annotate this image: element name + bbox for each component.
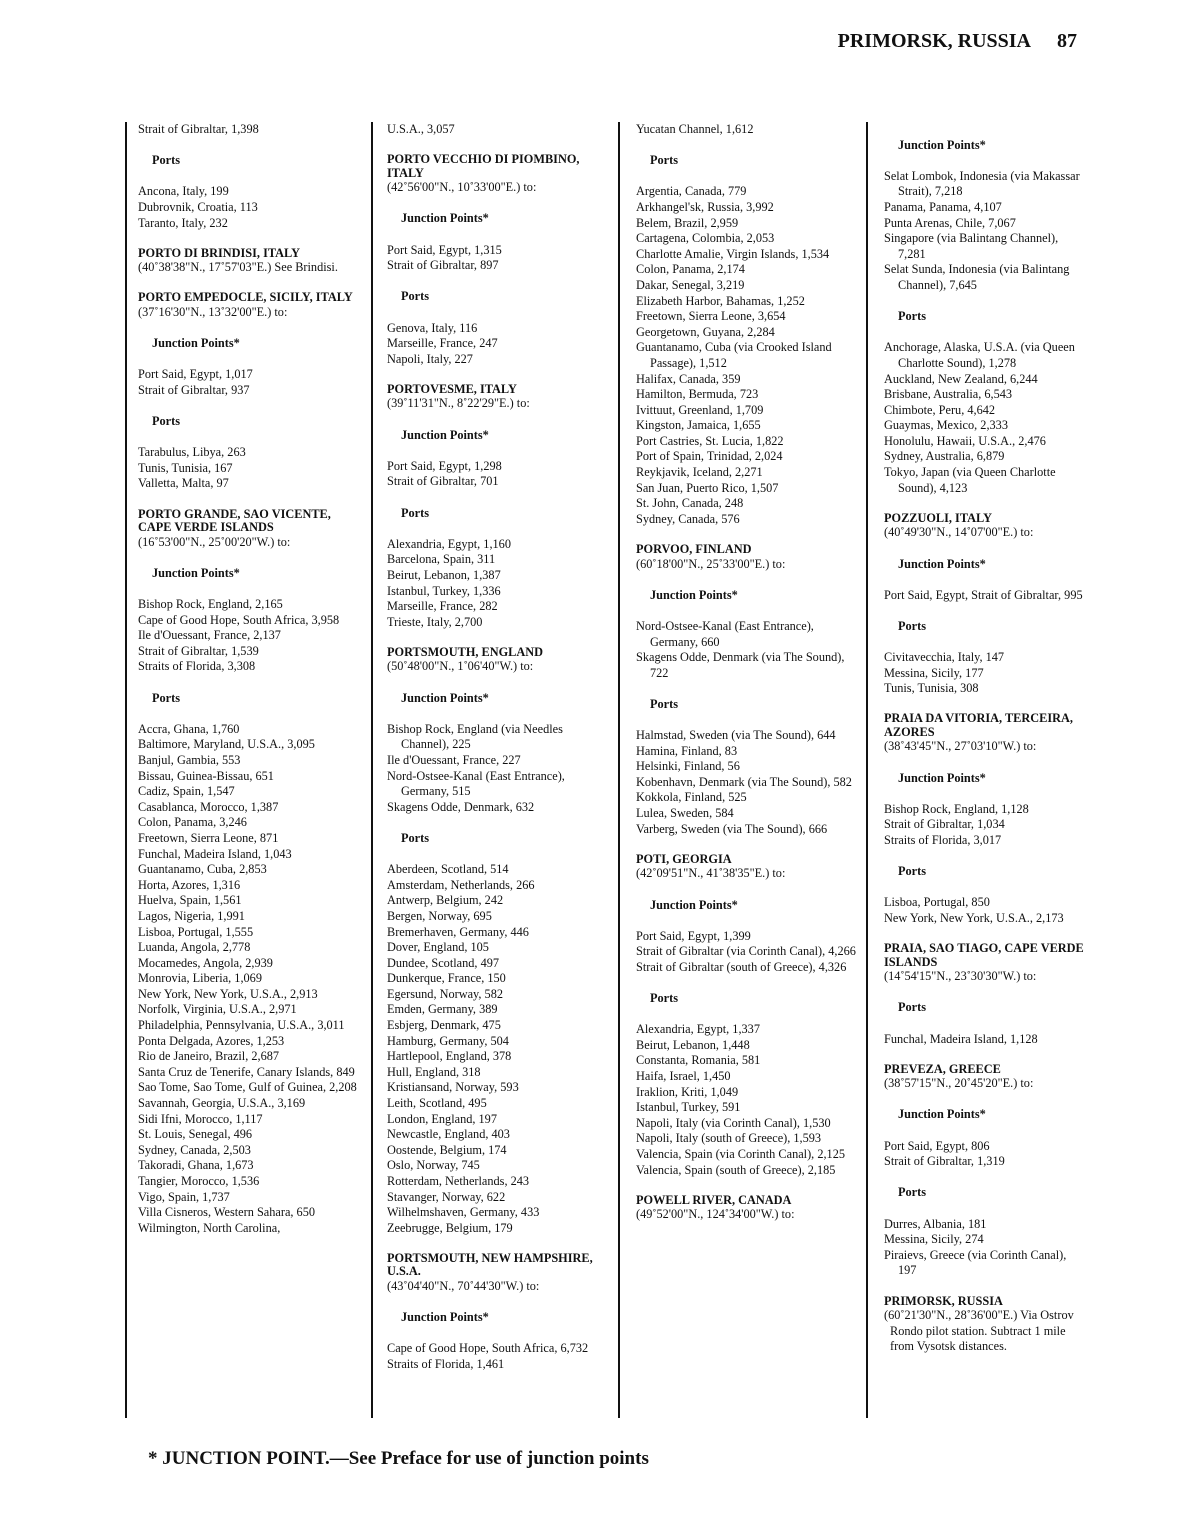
distance-entry: Skagens Odde, Denmark (via The Sound), 722 <box>636 650 845 680</box>
distance-entry: Auckland, New Zealand, 6,244 <box>884 371 1038 386</box>
distance-entry: Reykjavik, Iceland, 2,271 <box>636 465 763 480</box>
distance-entry: Ile d'Ouessant, France, 2,137 <box>138 628 281 643</box>
distance-entry: Port Said, Egypt, 1,017 <box>138 367 253 382</box>
distance-entry: Emden, Germany, 389 <box>387 1002 498 1017</box>
column-rule-4 <box>866 122 868 1418</box>
coordinates: (40˚49'30"N., 14˚07'00"E.) to: <box>884 525 1034 540</box>
distance-entry: San Juan, Puerto Rico, 1,507 <box>636 480 779 495</box>
spacer <box>884 122 1084 138</box>
spacer <box>387 847 609 863</box>
distance-entry: Lagos, Nigeria, 1,991 <box>138 908 245 923</box>
column-rule-1 <box>125 122 127 1418</box>
port-heading: PORTSMOUTH, ENGLAND <box>387 644 544 659</box>
spacer <box>387 138 609 154</box>
distance-entry: Accra, Ghana, 1,760 <box>138 721 240 736</box>
distance-entry: Takoradi, Ghana, 1,673 <box>138 1158 254 1173</box>
distance-entry: Bishop Rock, England (via Needles Channel), 225 <box>387 721 563 752</box>
distance-entry: Colon, Panama, 3,246 <box>138 815 247 830</box>
distance-entry: Yucatan Channel, 1,612 <box>636 122 754 136</box>
spacer <box>387 1295 609 1311</box>
spacer <box>884 153 1084 169</box>
distance-entry: Egersund, Norway, 582 <box>387 986 503 1001</box>
distance-entry: Port of Spain, Trinidad, 2,024 <box>636 449 783 464</box>
distance-entry: Esbjerg, Denmark, 475 <box>387 1018 501 1033</box>
column-4 <box>884 122 1084 1355</box>
distance-entry: Bergen, Norway, 695 <box>387 908 492 923</box>
spacer <box>387 521 609 537</box>
distance-entry: Newcastle, England, 403 <box>387 1127 510 1142</box>
distance-entry: Kokkola, Finland, 525 <box>636 790 747 805</box>
spacer <box>884 1279 1084 1295</box>
distance-entry: Arkhangel'sk, Russia, 3,992 <box>636 199 774 214</box>
subheading: Junction Points* <box>401 690 489 705</box>
distance-entry: Honolulu, Hawaii, U.S.A., 2,476 <box>884 433 1046 448</box>
distance-entry: Guantanamo, Cuba (via Crooked Island Passage), 1,512 <box>636 340 832 370</box>
distance-entry: Skagens Odde, Denmark, 632 <box>387 799 535 814</box>
distance-entry: Oslo, Norway, 745 <box>387 1158 480 1173</box>
port-heading: PORTOVESME, ITALY <box>387 381 517 396</box>
distance-entry: Beirut, Lebanon, 1,387 <box>387 567 501 582</box>
page-number: 87 <box>1057 30 1077 52</box>
distance-entry: Dakar, Senegal, 3,219 <box>636 277 745 292</box>
port-heading: PORTO EMPEDOCLE, SICILY, ITALY <box>138 290 353 305</box>
distance-entry: Barcelona, Spain, 311 <box>387 552 496 567</box>
spacer <box>636 837 860 853</box>
distance-entry: Alexandria, Egypt, 1,160 <box>387 536 511 551</box>
spacer <box>387 815 609 831</box>
distance-entry: St. Louis, Senegal, 496 <box>138 1127 253 1142</box>
distance-entry: Norfolk, Virginia, U.S.A., 2,971 <box>138 1002 297 1017</box>
distance-entry: Belem, Brazil, 2,959 <box>636 215 739 230</box>
distance-entry: Dover, England, 105 <box>387 940 489 955</box>
spacer <box>884 985 1084 1001</box>
subheading: Ports <box>401 505 429 520</box>
distance-entry: Marseille, France, 282 <box>387 599 498 614</box>
distance-entry: Cartagena, Colombia, 2,053 <box>636 231 775 246</box>
subheading: Ports <box>650 696 678 711</box>
distance-entry: Valencia, Spain (south of Greece), 2,185 <box>636 1162 836 1177</box>
port-heading: PORTSMOUTH, NEW HAMPSHIRE, U.S.A. <box>387 1250 593 1279</box>
distance-entry: Strait of Gibraltar, 1,034 <box>884 817 1005 832</box>
subheading: Ports <box>898 1000 926 1015</box>
distance-entry: Straits of Florida, 3,017 <box>884 833 1002 848</box>
distance-entry: Ile d'Ouessant, France, 227 <box>387 752 521 767</box>
distance-entry: Ancona, Italy, 199 <box>138 184 229 199</box>
distance-entry: Istanbul, Turkey, 1,336 <box>387 583 501 598</box>
spacer <box>138 321 360 337</box>
spacer <box>387 675 609 691</box>
distance-entry: Oostende, Belgium, 174 <box>387 1142 507 1157</box>
page-title: PRIMORSK, RUSSIA <box>837 30 1031 52</box>
distance-entry: Genova, Italy, 116 <box>387 320 478 335</box>
distance-entry: Leith, Scotland, 495 <box>387 1096 487 1111</box>
distance-entry: Banjul, Gambia, 553 <box>138 752 241 767</box>
distance-entry: Savannah, Georgia, U.S.A., 3,169 <box>138 1096 306 1111</box>
spacer <box>387 443 609 459</box>
distance-entry: Iraklion, Kriti, 1,049 <box>636 1084 739 1099</box>
port-heading: PRIMORSK, RUSSIA <box>884 1293 1003 1308</box>
spacer <box>636 913 860 929</box>
distance-entry: Georgetown, Guyana, 2,284 <box>636 324 775 339</box>
distance-entry: Halmstad, Sweden (via The Sound), 644 <box>636 728 836 743</box>
spacer <box>387 706 609 722</box>
distance-entry: Sao Tome, Sao Tome, Gulf of Guinea, 2,208 <box>138 1080 357 1095</box>
spacer <box>884 927 1084 943</box>
distance-entry: Elizabeth Harbor, Bahamas, 1,252 <box>636 293 805 308</box>
coordinates: (42˚56'00"N., 10˚33'00"E.) to: <box>387 180 537 195</box>
distance-entry: Guantanamo, Cuba, 2,853 <box>138 862 267 877</box>
spacer <box>636 572 860 588</box>
distance-entry: Strait of Gibraltar, 1,539 <box>138 643 259 658</box>
distance-entry: Tangier, Morocco, 1,536 <box>138 1174 260 1188</box>
distance-entry: Kristiansand, Norway, 593 <box>387 1080 519 1095</box>
distance-entry: Bishop Rock, England, 2,165 <box>138 597 283 612</box>
spacer <box>387 1326 609 1342</box>
subheading: Junction Points* <box>898 1107 986 1122</box>
distance-entry: Philadelphia, Pennsylvania, U.S.A., 3,011 <box>138 1018 345 1033</box>
distance-entry: Port Said, Egypt, 1,399 <box>636 928 751 943</box>
spacer <box>138 581 360 597</box>
footnote: * JUNCTION POINT.—See Preface for use of junction points <box>148 1448 649 1469</box>
subheading: Junction Points* <box>401 211 489 226</box>
subheading: Junction Points* <box>898 137 986 152</box>
distance-entry: St. John, Canada, 248 <box>636 496 744 511</box>
distance-entry: Brisbane, Australia, 6,543 <box>884 387 1013 402</box>
coordinates: (49˚52'00"N., 124˚34'00"W.) to: <box>636 1207 795 1222</box>
port-heading: POWELL RIVER, CANADA <box>636 1192 792 1207</box>
column-rule-2 <box>371 122 373 1418</box>
spacer <box>884 1047 1084 1063</box>
distance-entry: Messina, Sicily, 177 <box>884 665 984 680</box>
distance-entry: Rio de Janeiro, Brazil, 2,687 <box>138 1049 280 1064</box>
spacer <box>884 496 1084 512</box>
distance-entry: Strait of Gibraltar, 701 <box>387 474 499 489</box>
distance-entry: Colon, Panama, 2,174 <box>636 262 745 277</box>
port-heading: PREVEZA, GREECE <box>884 1061 1001 1076</box>
distance-entry: Wilmington, North Carolina, <box>138 1220 281 1235</box>
distance-entry: Tarabulus, Libya, 263 <box>138 445 246 460</box>
distance-entry: Lulea, Sweden, 584 <box>636 806 734 821</box>
coordinates: (16˚53'00"N., 25˚00'20"W.) to: <box>138 534 291 549</box>
subheading: Ports <box>152 414 180 429</box>
distance-entry: New York, New York, U.S.A., 2,173 <box>884 911 1064 925</box>
spacer <box>387 412 609 428</box>
subheading: Junction Points* <box>401 1310 489 1325</box>
distance-entry: Singapore (via Balintang Channel), 7,281 <box>884 231 1059 261</box>
distance-entry: Zeebrugge, Belgium, 179 <box>387 1220 513 1235</box>
spacer <box>636 712 860 728</box>
distance-entry: Vigo, Spain, 1,737 <box>138 1189 230 1204</box>
coordinates: (37˚16'30"N., 13˚32'00"E.) to: <box>138 304 288 319</box>
port-heading: PORTO GRANDE, SAO VICENTE, CAPE VERDE ISLANDS <box>138 506 331 535</box>
distance-entry: Piraievs, Greece (via Corinth Canal), 197 <box>884 1247 1067 1278</box>
spacer <box>387 490 609 506</box>
distance-entry: Bishop Rock, England, 1,128 <box>884 801 1029 816</box>
coordinates: (43˚04'40"N., 70˚44'30"W.) to: <box>387 1278 540 1293</box>
port-heading: POTI, GEORGIA <box>636 851 732 866</box>
subheading: Junction Points* <box>898 556 986 571</box>
distance-entry: Valencia, Spain (via Corinth Canal), 2,125 <box>636 1147 845 1161</box>
distance-entry: Constanta, Romania, 581 <box>636 1053 761 1068</box>
spacer <box>138 430 360 446</box>
distance-entry: Panama, Panama, 4,107 <box>884 199 1002 214</box>
distance-entry: Charlotte Amalie, Virgin Islands, 1,534 <box>636 246 830 261</box>
distance-entry: Hamilton, Bermuda, 723 <box>636 387 759 402</box>
distance-entry: Casablanca, Morocco, 1,387 <box>138 799 279 814</box>
distance-entry: Lisboa, Portugal, 1,555 <box>138 924 254 939</box>
distance-entry: Tokyo, Japan (via Queen Charlotte Sound), 4,123 <box>884 465 1056 495</box>
coordinates: (40˚38'38"N., 17˚57'03"E.) See Brindisi. <box>138 260 338 275</box>
coordinates: (38˚43'45"N., 27˚03'10"W.) to: <box>884 739 1037 754</box>
subheading: Junction Points* <box>898 770 986 785</box>
spacer <box>884 697 1084 713</box>
coordinates: (50˚48'00"N., 1˚06'40"W.) to: <box>387 659 534 674</box>
distance-entry: Huelva, Spain, 1,561 <box>138 893 242 908</box>
distance-entry: Hartlepool, England, 378 <box>387 1049 512 1064</box>
distance-entry: Alexandria, Egypt, 1,337 <box>636 1022 760 1037</box>
spacer <box>138 399 360 415</box>
distance-entry: Durres, Albania, 181 <box>884 1216 987 1231</box>
distance-entry: Kobenhavn, Denmark (via The Sound), 582 <box>636 774 852 789</box>
spacer <box>884 755 1084 771</box>
spacer <box>636 882 860 898</box>
spacer <box>138 492 360 508</box>
distance-entry: Villa Cisneros, Western Sahara, 650 <box>138 1205 315 1220</box>
coordinates: (14˚54'15"N., 23˚30'30"W.) to: <box>884 969 1037 984</box>
distance-entry: Istanbul, Turkey, 591 <box>636 1100 741 1115</box>
subheading: Junction Points* <box>401 427 489 442</box>
distance-entry: Guaymas, Mexico, 2,333 <box>884 418 1008 433</box>
distance-entry: Strait of Gibraltar, 897 <box>387 258 499 273</box>
distance-entry: Strait of Gibraltar (south of Greece), 4,326 <box>636 959 847 974</box>
subheading: Ports <box>401 830 429 845</box>
distance-entry: Strait of Gibraltar (via Corinth Canal), 4,266 <box>636 944 856 959</box>
column-2 <box>387 122 609 1373</box>
spacer <box>387 305 609 321</box>
distance-entry: Bissau, Guinea-Bissau, 651 <box>138 768 274 783</box>
distance-entry: Horta, Azores, 1,316 <box>138 877 241 892</box>
distance-entry: Strait of Gibraltar, 937 <box>138 382 250 397</box>
spacer <box>636 527 860 543</box>
port-heading: PRAIA, SAO TIAGO, CAPE VERDE ISLANDS <box>884 941 1084 969</box>
spacer <box>884 786 1084 802</box>
distance-entry: Freetown, Sierra Leone, 871 <box>138 830 279 845</box>
distance-entry: Punta Arenas, Chile, 7,067 <box>884 215 1016 230</box>
column-rule-3 <box>618 122 620 1418</box>
port-heading: PRAIA DA VITORIA, TERCEIRA, AZORES <box>884 711 1073 739</box>
distance-entry: Sydney, Canada, 576 <box>636 511 740 526</box>
spacer <box>884 1123 1084 1139</box>
distance-entry: Napoli, Italy, 227 <box>387 351 473 366</box>
distance-entry: Wilhelmshaven, Germany, 433 <box>387 1205 540 1220</box>
distance-entry: Freetown, Sierra Leone, 3,654 <box>636 309 786 324</box>
spacer <box>636 1007 860 1023</box>
spacer <box>884 635 1084 651</box>
distance-entry: Luanda, Angola, 2,778 <box>138 940 251 955</box>
subheading: Ports <box>898 864 926 879</box>
distance-entry: Stavanger, Norway, 622 <box>387 1189 506 1204</box>
spacer <box>387 1236 609 1252</box>
distance-entry: Selat Lombok, Indonesia (via Makassar Strait), 7,218 <box>884 168 1080 199</box>
distance-entry: Civitavecchia, Italy, 147 <box>884 650 1005 665</box>
spacer <box>138 352 360 368</box>
distance-entry: Monrovia, Liberia, 1,069 <box>138 971 262 986</box>
port-heading: PORTO DI BRINDISI, ITALY <box>138 245 300 260</box>
coordinates: (42˚09'51"N., 41˚38'35"E.) to: <box>636 866 786 881</box>
distance-entry: Hull, England, 318 <box>387 1064 481 1079</box>
subheading: Junction Points* <box>650 897 738 912</box>
subheading: Ports <box>650 153 678 168</box>
distance-entry: Rotterdam, Netherlands, 243 <box>387 1174 530 1188</box>
distance-entry: Port Said, Egypt, 806 <box>884 1138 990 1153</box>
distance-entry: New York, New York, U.S.A., 2,913 <box>138 986 318 1001</box>
distance-entry: Dubrovnik, Croatia, 113 <box>138 199 258 214</box>
spacer <box>884 603 1084 619</box>
distance-entry: Bremerhaven, Germany, 446 <box>387 924 529 939</box>
column-1 <box>138 122 360 1236</box>
spacer <box>884 541 1084 557</box>
spacer <box>387 367 609 383</box>
distance-entry: Funchal, Madeira Island, 1,128 <box>884 1031 1038 1046</box>
distance-entry: Cape of Good Hope, South Africa, 3,958 <box>138 612 340 627</box>
spacer <box>138 169 360 185</box>
distance-entry: Dundee, Scotland, 497 <box>387 955 500 970</box>
spacer <box>884 325 1084 341</box>
spacer <box>138 231 360 247</box>
subheading: Ports <box>152 690 180 705</box>
spacer <box>636 1178 860 1194</box>
spacer <box>138 276 360 292</box>
distance-entry: Messina, Sicily, 274 <box>884 1232 984 1247</box>
distance-entry: Marseille, France, 247 <box>387 336 498 351</box>
distance-entry: Dunkerque, France, 150 <box>387 971 506 986</box>
distance-entry: Hamburg, Germany, 504 <box>387 1033 509 1048</box>
distance-entry: Port Said, Egypt, 1,315 <box>387 242 502 257</box>
distance-entry: Varberg, Sweden (via The Sound), 666 <box>636 821 828 836</box>
coordinates: (60˚21'30"N., 28˚36'00"E.) Via Ostrov Rondo pilot station. Subtract 1 mile from Vysotsk distances. <box>884 1308 1074 1354</box>
distance-entry: Nord-Ostsee-Kanal (East Entrance), Germany, 660 <box>636 618 814 649</box>
distance-entry: Straits of Florida, 3,308 <box>138 659 256 674</box>
subheading: Junction Points* <box>152 336 240 351</box>
spacer <box>138 138 360 154</box>
distance-entry: Napoli, Italy (via Corinth Canal), 1,530 <box>636 1115 831 1130</box>
distance-entry: Aberdeen, Scotland, 514 <box>387 862 509 877</box>
subheading: Ports <box>898 618 926 633</box>
coordinates: (60˚18'00"N., 25˚33'00"E.) to: <box>636 556 786 571</box>
port-heading: PORVOO, FINLAND <box>636 542 752 557</box>
distance-entry: London, England, 197 <box>387 1111 497 1126</box>
distance-entry: Selat Sunda, Indonesia (via Balintang Channel), 7,645 <box>884 262 1070 292</box>
distance-entry: Sydney, Australia, 6,879 <box>884 449 1005 464</box>
distance-entry: Funchal, Madeira Island, 1,043 <box>138 846 292 861</box>
distance-entry: Trieste, Italy, 2,700 <box>387 614 483 629</box>
column-3 <box>636 122 860 1223</box>
distance-entry: Tunis, Tunisia, 308 <box>884 681 979 696</box>
port-heading: PORTO VECCHIO DI PIOMBINO, ITALY <box>387 152 580 180</box>
running-head <box>838 30 1077 53</box>
spacer <box>636 975 860 991</box>
spacer <box>884 294 1084 310</box>
port-heading: POZZUOLI, ITALY <box>884 510 992 525</box>
spacer <box>387 196 609 212</box>
spacer <box>636 603 860 619</box>
distance-entry: Santa Cruz de Tenerife, Canary Islands, 849 <box>138 1064 355 1079</box>
spacer <box>884 1016 1084 1032</box>
subheading: Ports <box>898 309 926 324</box>
spacer <box>138 706 360 722</box>
distance-entry: Ponta Delgada, Azores, 1,253 <box>138 1033 285 1048</box>
distance-entry: Argentia, Canada, 779 <box>636 184 747 199</box>
coordinates: (38˚57'15"N., 20˚45'20"E.) to: <box>884 1076 1034 1091</box>
subheading: Ports <box>152 153 180 168</box>
subheading: Ports <box>401 289 429 304</box>
distance-entry: Sydney, Canada, 2,503 <box>138 1142 251 1157</box>
coordinates: (39˚11'31"N., 8˚22'29"E.) to: <box>387 396 530 411</box>
distance-entry: Kingston, Jamaica, 1,655 <box>636 418 761 433</box>
spacer <box>387 227 609 243</box>
spacer <box>387 630 609 646</box>
distance-entry: Nord-Ostsee-Kanal (East Entrance), Germany, 515 <box>387 768 565 799</box>
distance-entry: Ivittuut, Greenland, 1,709 <box>636 402 764 417</box>
distance-entry: Anchorage, Alaska, U.S.A. (via Queen Charlotte Sound), 1,278 <box>884 340 1075 370</box>
spacer <box>138 675 360 691</box>
subheading: Junction Points* <box>152 565 240 580</box>
distance-entry: Haifa, Israel, 1,450 <box>636 1069 731 1084</box>
distance-entry: Port Said, Egypt, Strait of Gibraltar, 995 <box>884 587 1083 602</box>
distance-entry: Hamina, Finland, 83 <box>636 743 738 758</box>
distance-entry: Chimbote, Peru, 4,642 <box>884 402 996 417</box>
distance-entry: Sidi Ifni, Morocco, 1,117 <box>138 1111 263 1126</box>
spacer <box>636 138 860 154</box>
spacer <box>884 849 1084 865</box>
distance-entry: Cadiz, Spain, 1,547 <box>138 784 235 799</box>
subheading: Junction Points* <box>650 587 738 602</box>
distance-entry: Helsinki, Finland, 56 <box>636 759 740 774</box>
distance-entry: Amsterdam, Netherlands, 266 <box>387 877 535 892</box>
distance-entry: Halifax, Canada, 359 <box>636 371 741 386</box>
distance-entry: Mocamedes, Angola, 2,939 <box>138 955 273 970</box>
distance-entry: Straits of Florida, 1,461 <box>387 1356 505 1371</box>
distance-entry: Cape of Good Hope, South Africa, 6,732 <box>387 1341 589 1356</box>
distance-entry: U.S.A., 3,057 <box>387 122 455 136</box>
distance-entry: Lisboa, Portugal, 850 <box>884 895 990 910</box>
spacer <box>884 880 1084 896</box>
spacer <box>387 274 609 290</box>
spacer <box>138 550 360 566</box>
spacer <box>636 681 860 697</box>
distance-entry: Port Said, Egypt, 1,298 <box>387 458 502 473</box>
distance-entry: Strait of Gibraltar, 1,319 <box>884 1154 1005 1169</box>
spacer <box>884 1201 1084 1217</box>
spacer <box>884 1092 1084 1108</box>
distance-entry: Baltimore, Maryland, U.S.A., 3,095 <box>138 737 315 752</box>
distance-entry: Tunis, Tunisia, 167 <box>138 460 233 475</box>
distance-entry: Strait of Gibraltar, 1,398 <box>138 122 259 136</box>
subheading: Ports <box>650 991 678 1006</box>
distance-entry: Port Castries, St. Lucia, 1,822 <box>636 433 784 448</box>
spacer <box>884 1170 1084 1186</box>
distance-entry: Valletta, Malta, 97 <box>138 476 229 491</box>
distance-entry: Beirut, Lebanon, 1,448 <box>636 1037 750 1052</box>
spacer <box>636 169 860 185</box>
distance-entry: Taranto, Italy, 232 <box>138 215 228 230</box>
distance-entry: Napoli, Italy (south of Greece), 1,593 <box>636 1131 822 1146</box>
distance-entry: Antwerp, Belgium, 242 <box>387 893 504 908</box>
subheading: Ports <box>898 1185 926 1200</box>
spacer <box>884 572 1084 588</box>
